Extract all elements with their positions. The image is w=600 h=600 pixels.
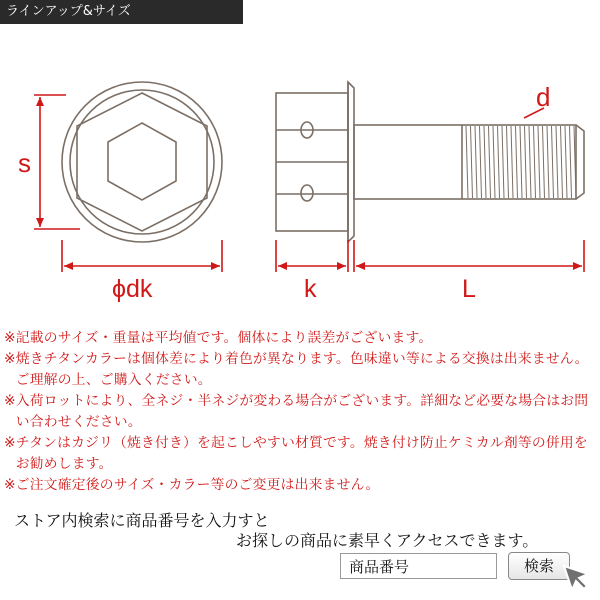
note-mark: ※ <box>4 351 16 367</box>
thread-line <box>538 126 540 198</box>
label-dk: ϕdk <box>112 275 153 303</box>
cursor-arrow-icon <box>560 562 592 594</box>
thread-line <box>516 126 518 198</box>
thread-line <box>561 126 563 198</box>
search-button[interactable]: 検索 <box>508 552 570 580</box>
thread-line <box>475 126 477 198</box>
search-hint-line1: ストア内検索に商品番号を入力すと <box>14 511 270 530</box>
thread-line <box>502 126 504 198</box>
thread-line <box>480 126 482 198</box>
bolt-dimension-diagram <box>0 24 600 324</box>
thread-line <box>466 126 468 198</box>
thread-line <box>471 126 473 198</box>
note-text: ご注文確定後のサイズ・カラー等のご変更は出来ません。 <box>15 477 380 493</box>
thread-line <box>489 126 491 198</box>
section-title: ラインアップ&サイズ <box>6 4 131 19</box>
thread-line <box>552 126 554 198</box>
bolt-thread <box>466 126 576 198</box>
search-input[interactable] <box>340 553 497 579</box>
note-text: チタンはカジリ（焼き付き）を起こしやすい材質です。焼き付け防止ケミカル剤等の併用をお勧めします。 <box>15 435 588 472</box>
bolt-head-top-view <box>62 82 222 242</box>
note-mark: ※ <box>4 477 16 493</box>
note-text: 焼きチタンカラーは個体差により着色が異なります。色味違い等による交換は出来ません。ご理解の上、ご購入ください。 <box>15 351 589 388</box>
label-k: k <box>304 275 317 303</box>
thread-line <box>547 126 549 198</box>
note-item <box>4 328 598 349</box>
thread-line <box>556 126 558 198</box>
label-d: d <box>536 82 551 112</box>
search-hint-line2: お探しの商品に素早くアクセスできます。 <box>236 531 539 550</box>
thread-line <box>511 126 513 198</box>
note-item <box>4 349 598 391</box>
label-s: s <box>18 148 31 178</box>
note-mark: ※ <box>4 330 16 346</box>
note-item <box>4 475 598 496</box>
thread-line <box>493 126 495 198</box>
note-mark: ※ <box>4 393 16 409</box>
thread-line <box>525 126 527 198</box>
note-mark: ※ <box>4 435 16 451</box>
thread-line <box>498 126 500 198</box>
note-text: 記載のサイズ・重量は平均値です。個体により誤差がございます。 <box>15 330 433 346</box>
thread-line <box>520 126 522 198</box>
section-header <box>0 0 243 24</box>
thread-line <box>565 126 567 198</box>
thread-line <box>570 126 572 198</box>
label-L: L <box>462 275 476 303</box>
thread-line <box>529 126 531 198</box>
dimension-lines <box>34 95 584 272</box>
thread-line <box>484 126 486 198</box>
thread-line <box>543 126 545 198</box>
note-item <box>4 433 598 475</box>
notes-list <box>4 328 598 496</box>
thread-line <box>507 126 509 198</box>
note-text: 入荷ロットにより、全ネジ・半ネジが変わる場合がございます。詳細など必要な場合はお問い合わせください。 <box>15 393 589 430</box>
thread-line <box>534 126 536 198</box>
note-item <box>4 391 598 433</box>
